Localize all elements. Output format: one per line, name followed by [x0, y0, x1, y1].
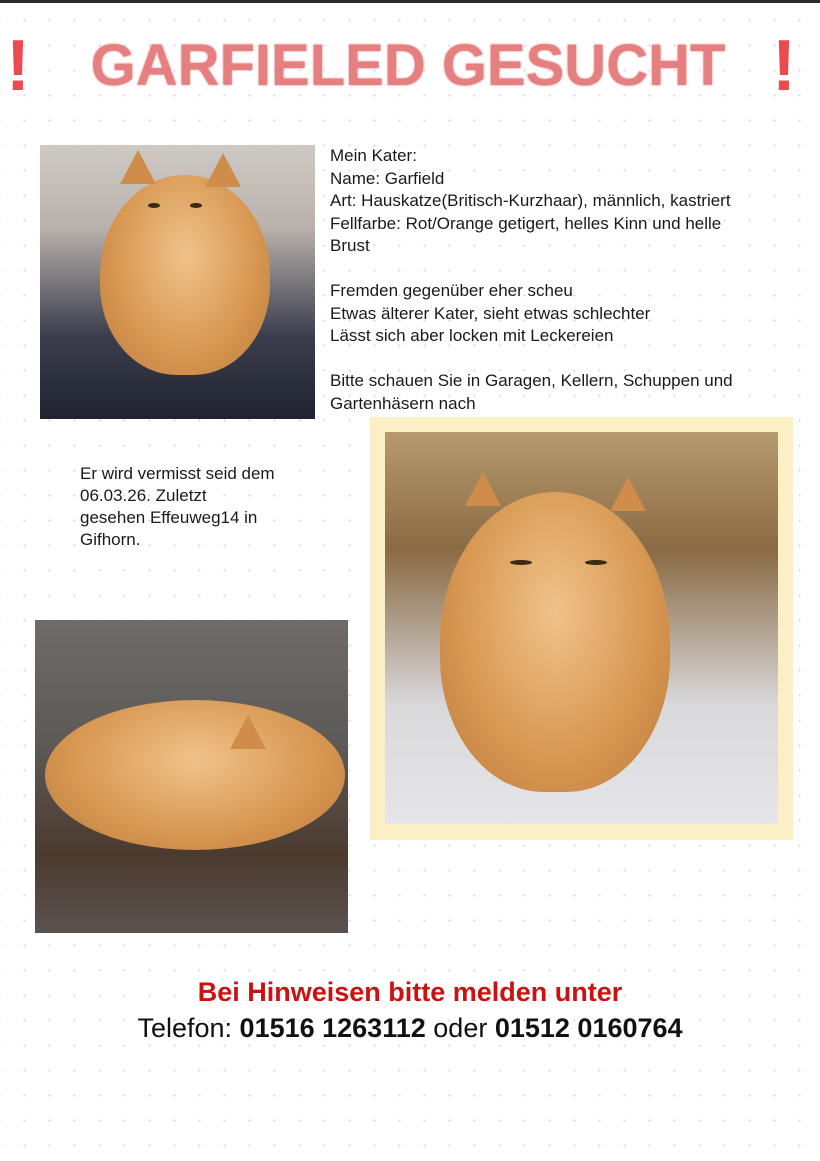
missing-since-text: Er wird vermisst seid dem 06.03.26. Zuletzt gesehen Effeuweg14 in Gifhorn.	[80, 464, 275, 549]
contact-section	[0, 975, 820, 1047]
exclamation-right: !	[772, 26, 796, 106]
phone-label: Telefon:	[137, 1013, 233, 1043]
phone-number-2: 01512 0160764	[494, 1013, 683, 1043]
or-text: oder	[433, 1013, 488, 1043]
cat-photo-sitting	[40, 145, 315, 419]
cat-photo-portrait	[385, 432, 778, 824]
contact-heading: Bei Hinweisen bitte melden unter	[197, 977, 623, 1007]
exclamation-left: !	[6, 26, 30, 106]
flyer-title	[0, 18, 820, 108]
top-bar	[0, 0, 820, 3]
title-text: GARFIELED GESUCHT	[90, 33, 726, 98]
cat-photo-sleeping	[35, 620, 348, 933]
phone-line	[0, 1009, 820, 1047]
cat-description: Mein Kater: Name: Garfield Art: Hauskatze(Britisch-Kurzhaar), männlich, kastriert Fellfarbe: Rot/Orange getigert, helles Kinn und helle Brust Fremden gegenüber eher scheu Etwas älterer Kater, sieht etwas schlechter Lässt sich aber locken mit Leckereien Bitte schauen Sie in Garagen, Kellern, Schuppen und Gartenhäsern nach	[330, 146, 733, 413]
phone-number-1: 01516 1263112	[239, 1013, 426, 1043]
